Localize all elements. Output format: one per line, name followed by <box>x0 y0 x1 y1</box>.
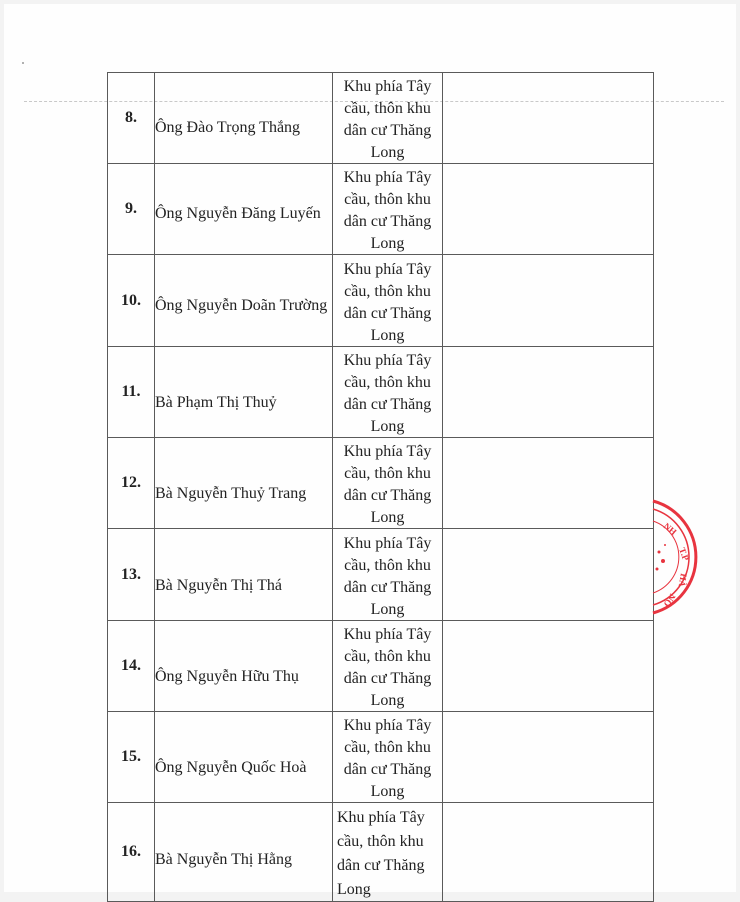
note-cell <box>443 621 654 712</box>
note-cell <box>443 347 654 438</box>
table-row <box>108 712 654 803</box>
table-row <box>108 255 654 347</box>
household-table <box>107 72 654 902</box>
note-cell <box>443 164 654 255</box>
row-number: 13. <box>108 529 155 621</box>
note-cell <box>443 529 654 621</box>
address: Khu phía Tây cầu, thôn khu dân cư Thăng Long <box>333 712 443 803</box>
note-cell <box>443 73 654 164</box>
person-name: Ông Nguyễn Hữu Thụ <box>155 621 333 712</box>
table-row <box>108 803 654 902</box>
row-number: 8. <box>108 73 155 164</box>
table-row <box>108 621 654 712</box>
address: Khu phía Tây cầu, thôn khu dân cư Thăng Long <box>333 438 443 529</box>
svg-text:HÀ: HÀ <box>676 572 689 588</box>
row-number: 15. <box>108 712 155 803</box>
row-number: 10. <box>108 255 155 347</box>
table-row <box>108 347 654 438</box>
person-name: Bà Nguyễn Thị Hằng <box>155 803 333 902</box>
table-row <box>108 73 654 164</box>
person-name: Ông Đào Trọng Thắng <box>155 73 333 164</box>
person-name: Bà Nguyễn Thị Thá <box>155 529 333 621</box>
address: Khu phía Tây cầu, thôn khu dân cư Thăng Long <box>333 803 443 902</box>
address: Khu phía Tây cầu, thôn khu dân cư Thăng Long <box>333 621 443 712</box>
svg-text:NỘ: NỘ <box>661 591 678 609</box>
note-cell <box>443 803 654 902</box>
address: Khu phía Tây cầu, thôn khu dân cư Thăng Long <box>333 347 443 438</box>
address: Khu phía Tây cầu, thôn khu dân cư Thăng Long <box>333 73 443 164</box>
row-number: 11. <box>108 347 155 438</box>
table-row <box>108 164 654 255</box>
person-name: Ông Nguyễn Doãn Trường <box>155 255 333 347</box>
svg-text:T.P: T.P <box>677 546 691 562</box>
note-cell <box>443 438 654 529</box>
address: Khu phía Tây cầu, thôn khu dân cư Thăng Long <box>333 164 443 255</box>
note-cell <box>443 255 654 347</box>
note-cell <box>443 712 654 803</box>
row-number: 12. <box>108 438 155 529</box>
row-number: 14. <box>108 621 155 712</box>
address: Khu phía Tây cầu, thôn khu dân cư Thăng Long <box>333 529 443 621</box>
table-row <box>108 438 654 529</box>
address: Khu phía Tây cầu, thôn khu dân cư Thăng Long <box>333 255 443 347</box>
svg-text:NH: NH <box>661 520 679 538</box>
row-number: 9. <box>108 164 155 255</box>
person-name: Ông Nguyễn Đăng Luyến <box>155 164 333 255</box>
person-name: Bà Nguyễn Thuỷ Trang <box>155 438 333 529</box>
person-name: Bà Phạm Thị Thuỷ <box>155 347 333 438</box>
red-seal-stamp-icon <box>645 497 705 617</box>
row-number: 16. <box>108 803 155 902</box>
scan-speck <box>22 62 24 64</box>
person-name: Ông Nguyễn Quốc Hoà <box>155 712 333 803</box>
table-row <box>108 529 654 621</box>
